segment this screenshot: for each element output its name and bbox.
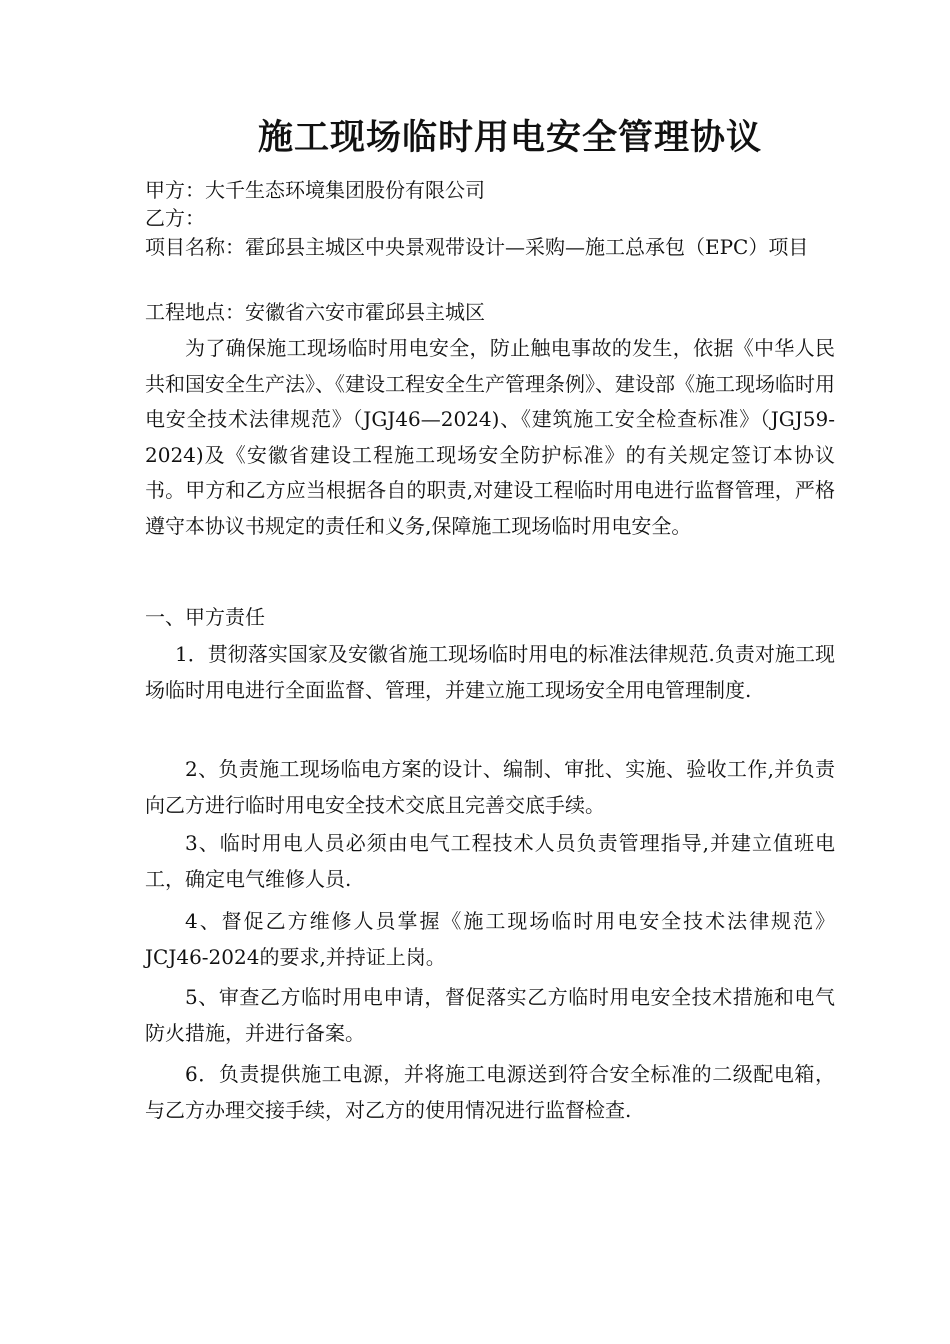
responsibility-item-1: 1．贯彻落实国家及安徽省施工现场临时用电的标准法律规范.负责对施工现场临时用电进行全面监督、管理，并建立施工现场安全用电管理制度. bbox=[145, 642, 835, 702]
intro-paragraph: 为了确保施工现场临时用电安全，防止触电事故的发生，依据《中华人民共和国安全生产法》、《建设工程安全生产管理条例》、建设部《施工现场临时用电安全技术法律规范》（JGJ46—2024)、《建筑施工安全检查标准》（JGJ59-2024)及《安徽省建设工程施工现场安全防护标准》的有关规定签订本协议书。甲方和乙方应当根据各自的职责,对建设工程临时用电进行监督管理，严格遵守本协议书规定的责任和义务,保障施工现场临时用电安全。 bbox=[145, 336, 835, 538]
responsibility-item-3: 3、临时用电人员必须由电气工程技术人员负责管理指导,并建立值班电工，确定电气维修人员. bbox=[145, 831, 835, 891]
party-a-line: 甲方：大千生态环境集团股份有限公司 bbox=[145, 178, 485, 202]
section-heading: 一、甲方责任 bbox=[145, 605, 265, 629]
party-b-line: 乙方： bbox=[145, 206, 205, 230]
document-title: 施工现场临时用电安全管理协议 bbox=[257, 117, 762, 158]
location-line: 工程地点：安徽省六安市霍邱县主城区 bbox=[145, 300, 485, 324]
responsibility-item-6: 6．负责提供施工电源，并将施工电源送到符合安全标准的二级配电箱，与乙方办理交接手续，对乙方的使用情况进行监督检查. bbox=[145, 1062, 835, 1122]
responsibility-item-2: 2、负责施工现场临电方案的设计、编制、审批、实施、验收工作,并负责向乙方进行临时用电安全技术交底且完善交底手续。 bbox=[145, 757, 835, 817]
responsibility-item-4: 4、督促乙方维修人员掌握《施工现场临时用电安全技术法律规范》JCJ46-2024的要求,并持证上岗。 bbox=[145, 909, 835, 969]
responsibility-item-5: 5、审查乙方临时用电申请，督促落实乙方临时用电安全技术措施和电气防火措施，并进行备案。 bbox=[145, 985, 835, 1045]
project-name-line: 项目名称：霍邱县主城区中央景观带设计—采购—施工总承包（EPC）项目 bbox=[145, 235, 809, 259]
